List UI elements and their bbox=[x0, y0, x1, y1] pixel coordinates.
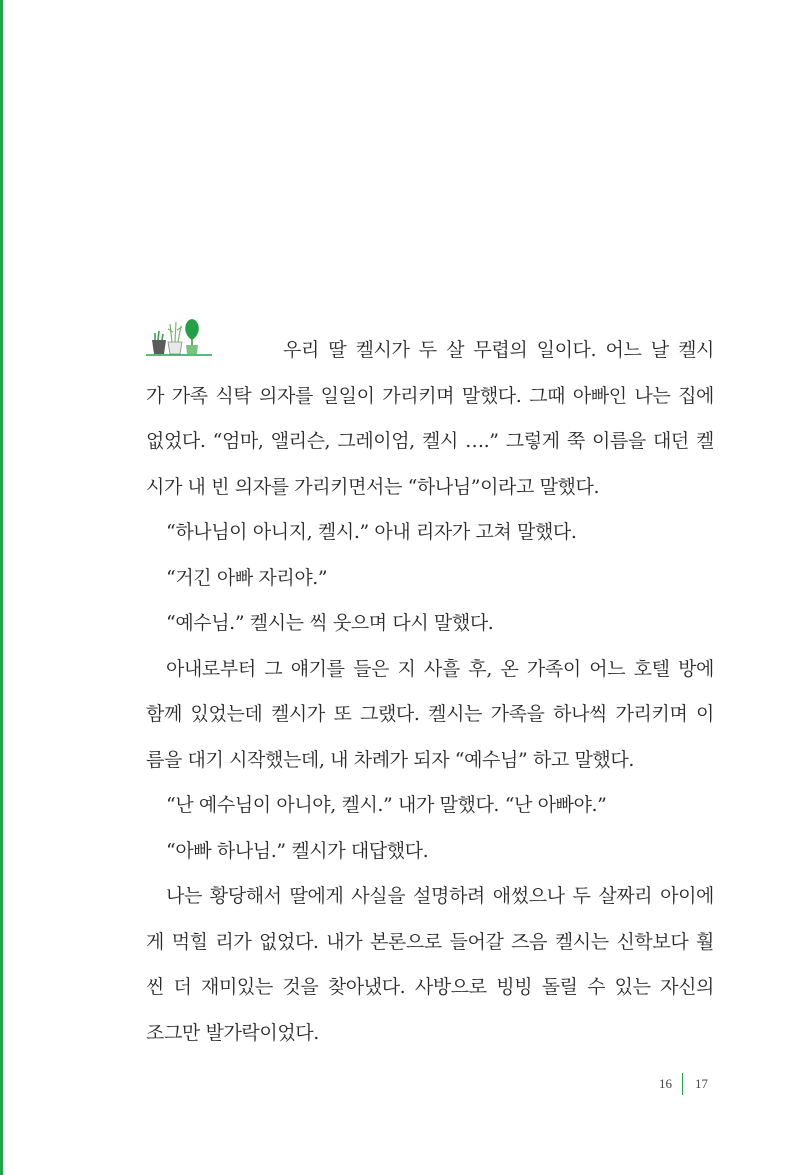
page-number-right: 17 bbox=[695, 1076, 708, 1091]
page-numbers bbox=[620, 1073, 708, 1095]
dialogue-line-4: “난 예수님이 아니야, 켈시.” 내가 말했다. “난 아빠야.” bbox=[166, 794, 607, 816]
paragraph-2-line-1: 아내로부터 그 얘기를 들은 지 사흘 후, 온 가족이 어느 호텔 방에 bbox=[166, 657, 714, 680]
paragraph-3-line-4: 조그만 발가락이었다. bbox=[146, 1021, 319, 1044]
paragraph-2-line-3: 름을 대기 시작했는데, 내 차례가 되자 “예수님” 하고 말했다. bbox=[146, 748, 634, 771]
paragraph-1-line-2: 가 가족 식탁 의자를 일일이 가리키며 말했다. 그때 아빠인 나는 집에 bbox=[146, 384, 714, 407]
paragraph-1-line-4: 시가 내 빈 의자를 가리키면서는 “하나님”이라고 말했다. bbox=[146, 475, 600, 498]
dialogue-line-1: “하나님이 아니지, 켈시.” 아내 리자가 고쳐 말했다. bbox=[166, 521, 577, 543]
dialogue-line-3: “예수님.” 켈시는 씩 웃으며 다시 말했다. bbox=[166, 612, 494, 634]
paragraph-1-line-3: 없었다. “엄마, 앨리슨, 그레이엄, 켈시 ….” 그렇게 쭉 이름을 대던 켈 bbox=[146, 430, 714, 452]
dialogue-line-2: “거긴 아빠 자리야.” bbox=[166, 566, 328, 589]
paragraph-1-line-1: 우리 딸 켈시가 두 살 무렵의 일이다. 어느 날 켈시 bbox=[283, 339, 714, 361]
green-edge-line bbox=[0, 0, 3, 1175]
paragraph-3-line-2: 게 먹힐 리가 없었다. 내가 본론으로 들어갈 즈음 켈시는 신학보다 훨 bbox=[146, 930, 714, 953]
dialogue-line-5: “아빠 하나님.” 켈시가 대답했다. bbox=[166, 839, 429, 862]
body-text bbox=[146, 328, 714, 1056]
paragraph-2-line-2: 함께 있었는데 켈시가 또 그랬다. 켈시는 가족을 하나씩 가리키며 이 bbox=[146, 703, 714, 725]
paragraph-3-line-1: 나는 황당해서 딸에게 사실을 설명하려 애썼으나 두 살짜리 아이에 bbox=[166, 885, 714, 907]
paragraph-3-line-3: 씬 더 재미있는 것을 찾아냈다. 사방으로 빙빙 돌릴 수 있는 자신의 bbox=[146, 976, 714, 998]
page-number-left: 16 bbox=[659, 1076, 672, 1091]
